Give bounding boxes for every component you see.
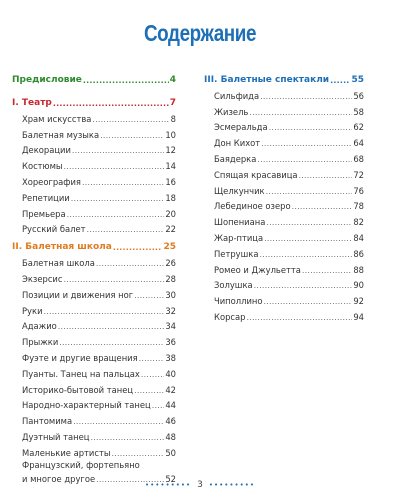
toc-entry-page: 30 (165, 289, 176, 300)
toc-entry[interactable] (204, 212, 364, 228)
dot-leader (261, 138, 352, 149)
dot-leader (111, 448, 164, 459)
dot-leader (152, 400, 165, 411)
toc-entry-label: Петрушка (214, 248, 259, 259)
dot-leader (266, 186, 353, 197)
dot-leader (87, 224, 165, 235)
toc-entry-page: 55 (351, 75, 364, 85)
dot-leader (249, 107, 352, 118)
toc-entry-label: Предисловие (12, 75, 82, 85)
toc-entry-label: Костюмы (22, 161, 63, 172)
toc-entry-page: 10 (165, 129, 176, 140)
toc-entry-page: 68 (353, 153, 364, 164)
dot-leader (73, 416, 164, 427)
toc-entry-label: Фуэте и другие вращения (22, 352, 138, 363)
toc-entry[interactable] (204, 102, 364, 118)
toc-entry-page: 26 (165, 258, 176, 269)
dot-leader (59, 337, 164, 348)
toc-entry-label: Лебединое озеро (214, 201, 291, 212)
toc-entry-label: Золушка (214, 280, 253, 291)
toc-entry-label: Эсмеральда (214, 122, 268, 133)
toc-entry[interactable] (12, 172, 176, 188)
toc-left-column (12, 68, 176, 485)
toc-entry-page: 38 (165, 352, 176, 363)
dot-leader (269, 122, 353, 133)
dot-leader (139, 353, 165, 364)
toc-entry-page: 56 (353, 90, 364, 101)
dot-leader (264, 233, 352, 244)
toc-entry-page: 72 (353, 169, 364, 180)
toc-section-entry[interactable] (12, 91, 176, 109)
toc-entry-label: Балетная школа (22, 258, 95, 269)
toc-entry[interactable] (12, 156, 176, 172)
dot-leader (44, 306, 165, 317)
toc-entry-label: Репетиции (22, 192, 70, 203)
toc-entry-label: Спящая красавица (214, 169, 298, 180)
toc-right-column (204, 68, 364, 323)
dot-leader (63, 274, 164, 285)
dot-leader (259, 249, 352, 260)
dot-leader (134, 290, 164, 301)
dot-leader (254, 280, 353, 291)
toc-entry[interactable] (12, 188, 176, 204)
toc-entry-page: 20 (165, 208, 176, 219)
toc-entry[interactable] (12, 204, 176, 220)
toc-entry-label: Позиции и движения ног (22, 289, 134, 300)
toc-entry[interactable] (204, 276, 364, 292)
toc-entry-page: 36 (165, 337, 176, 348)
toc-entry-page: 16 (165, 176, 176, 187)
toc-entry[interactable] (204, 86, 364, 102)
toc-entry-page: 48 (165, 431, 176, 442)
toc-entry-page: 78 (353, 201, 364, 212)
toc-entry[interactable] (12, 443, 176, 459)
toc-entry-page: 32 (165, 305, 176, 316)
toc-entry[interactable] (12, 348, 176, 364)
toc-entry-page: 94 (353, 311, 364, 322)
toc-entry[interactable] (204, 307, 364, 323)
dot-leader (260, 91, 352, 102)
toc-entry-page: 86 (353, 248, 364, 259)
dot-leader (292, 201, 353, 212)
toc-entry-label: Русский балет (22, 224, 86, 235)
toc-entry[interactable] (12, 427, 176, 443)
toc-entry-label: Прыжки (22, 337, 59, 348)
page-title: Содержание (143, 20, 257, 46)
toc-entry-label: Шопениана (214, 217, 266, 228)
toc-entry-page: 52 (165, 473, 176, 484)
toc-entry[interactable] (204, 291, 364, 307)
toc-entry-page: 25 (163, 242, 176, 253)
toc-entry-label: Пантомима (22, 416, 73, 427)
toc-section-entry[interactable] (12, 68, 176, 86)
dot-leader (246, 312, 352, 323)
toc-entry-page: 84 (353, 232, 364, 243)
page-footer (0, 478, 400, 492)
toc-entry[interactable] (12, 109, 176, 125)
toc-entry-label: Щелкунчик (214, 185, 265, 196)
toc-entry-label: Храм искусства (22, 113, 92, 124)
toc-entry-page: 22 (165, 224, 176, 235)
toc-entry[interactable] (12, 332, 176, 348)
toc-entry-page: 42 (165, 384, 176, 395)
toc-entry-label: Маленькие артисты (22, 447, 111, 458)
toc-entry[interactable] (204, 197, 364, 213)
toc-entry-label-continued: и многое другое (22, 473, 96, 484)
dot-leader (67, 209, 165, 220)
toc-entry[interactable] (204, 133, 364, 149)
toc-entry-label: Хореография (22, 176, 81, 187)
toc-entry[interactable] (12, 364, 176, 380)
toc-entry-label: Баядерка (214, 153, 257, 164)
toc-section-entry[interactable] (204, 68, 364, 86)
dot-leader (83, 75, 169, 86)
dot-leader (330, 75, 350, 86)
toc-entry-page: 12 (165, 145, 176, 156)
toc-entry-page: 92 (353, 296, 364, 307)
toc-entry-page: 88 (353, 264, 364, 275)
dot-leader (71, 193, 165, 204)
toc-entry-label: Адажио (22, 321, 57, 332)
dot-leader (53, 98, 169, 109)
toc-entry-label: I. Театр (12, 98, 52, 108)
toc-entry[interactable] (12, 220, 176, 236)
toc-entry-page: 28 (165, 273, 176, 284)
toc-entry-label: Чиполлино (214, 296, 263, 307)
dot-leader (302, 265, 352, 276)
toc-entry-page: 90 (353, 280, 364, 291)
toc-entry-label: Премьера (22, 208, 66, 219)
toc-entry[interactable] (12, 411, 176, 427)
toc-entry-page: 34 (165, 321, 176, 332)
toc-entry[interactable] (12, 269, 176, 285)
dot-leader (91, 432, 165, 443)
toc-entry-page: 14 (165, 161, 176, 172)
toc-entry-page: 82 (353, 217, 364, 228)
toc-entry[interactable] (12, 285, 176, 301)
footer-ornament-left: ••••••••• (144, 481, 192, 489)
toc-entry[interactable] (204, 165, 364, 181)
toc-entry[interactable] (204, 228, 364, 244)
dot-leader (299, 170, 353, 181)
toc-entry-page: 18 (165, 192, 176, 203)
dot-leader (257, 154, 352, 165)
toc-entry-page: 62 (353, 122, 364, 133)
toc-entry-label: Дон Кихот (214, 138, 261, 149)
toc-entry-label: Историко-бытовой танец (22, 384, 134, 395)
footer-ornament-right: ••••••••• (208, 481, 256, 489)
dot-leader (82, 177, 164, 188)
toc-entry-label: Декорации (22, 145, 71, 156)
toc-entry[interactable] (12, 141, 176, 157)
toc-entry-label: Ромео и Джульетта (214, 264, 301, 275)
toc-entry-page: 58 (353, 106, 364, 117)
toc-entry-label: Пуанты. Танец на пальцах (22, 368, 140, 379)
toc-entry[interactable] (12, 125, 176, 141)
toc-entry-label: Французский, фортепьяно (22, 459, 140, 470)
toc-entry-page: 40 (165, 368, 176, 379)
toc-entry-label: Балетная музыка (22, 129, 100, 140)
toc-entry-page: 44 (165, 400, 176, 411)
toc-entry[interactable] (204, 181, 364, 197)
dot-leader (100, 130, 164, 141)
toc-entry[interactable] (12, 317, 176, 333)
toc-entry-page: 4 (169, 75, 176, 85)
toc-entry[interactable] (204, 260, 364, 276)
dot-leader (64, 161, 165, 172)
toc-entry-page: 46 (165, 416, 176, 427)
toc-entry[interactable] (12, 253, 176, 269)
dot-leader (92, 114, 169, 125)
dot-leader (266, 217, 352, 228)
toc-entry-page: 8 (170, 113, 176, 124)
dot-leader (96, 258, 164, 269)
toc-entry-label: Экзерсис (22, 273, 63, 284)
toc-entry[interactable] (204, 118, 364, 134)
dot-leader (264, 296, 353, 307)
toc-entry-label: Сильфида (214, 90, 260, 101)
dot-leader (58, 321, 165, 332)
toc-entry-label: II. Балетная школа (12, 242, 112, 253)
toc-entry-page: 50 (165, 447, 176, 458)
page-number: 3 (197, 480, 203, 490)
toc-entry-label: Жар-птица (214, 232, 264, 243)
toc-entry-label: Корсар (214, 311, 246, 322)
toc-entry-label: Руки (22, 305, 43, 316)
dot-leader (113, 242, 163, 253)
toc-entry-page: 76 (353, 185, 364, 196)
toc-entry[interactable] (12, 396, 176, 412)
dot-leader (141, 369, 164, 380)
dot-leader (72, 145, 164, 156)
toc-entry-page: 64 (353, 138, 364, 149)
toc-entry[interactable] (12, 380, 176, 396)
toc-entry-label: III. Балетные спектакли (204, 75, 330, 85)
toc-entry[interactable] (12, 301, 176, 317)
toc-entry-label: Жизель (214, 106, 249, 117)
toc-section-entry[interactable] (12, 235, 176, 253)
toc-entry[interactable] (204, 244, 364, 260)
toc-entry-page: 7 (169, 98, 176, 108)
toc-entry-label: Дуэтный танец (22, 431, 90, 442)
dot-leader (134, 385, 164, 396)
toc-entry-label: Народно-характерный танец (22, 400, 151, 411)
toc-entry[interactable] (204, 149, 364, 165)
